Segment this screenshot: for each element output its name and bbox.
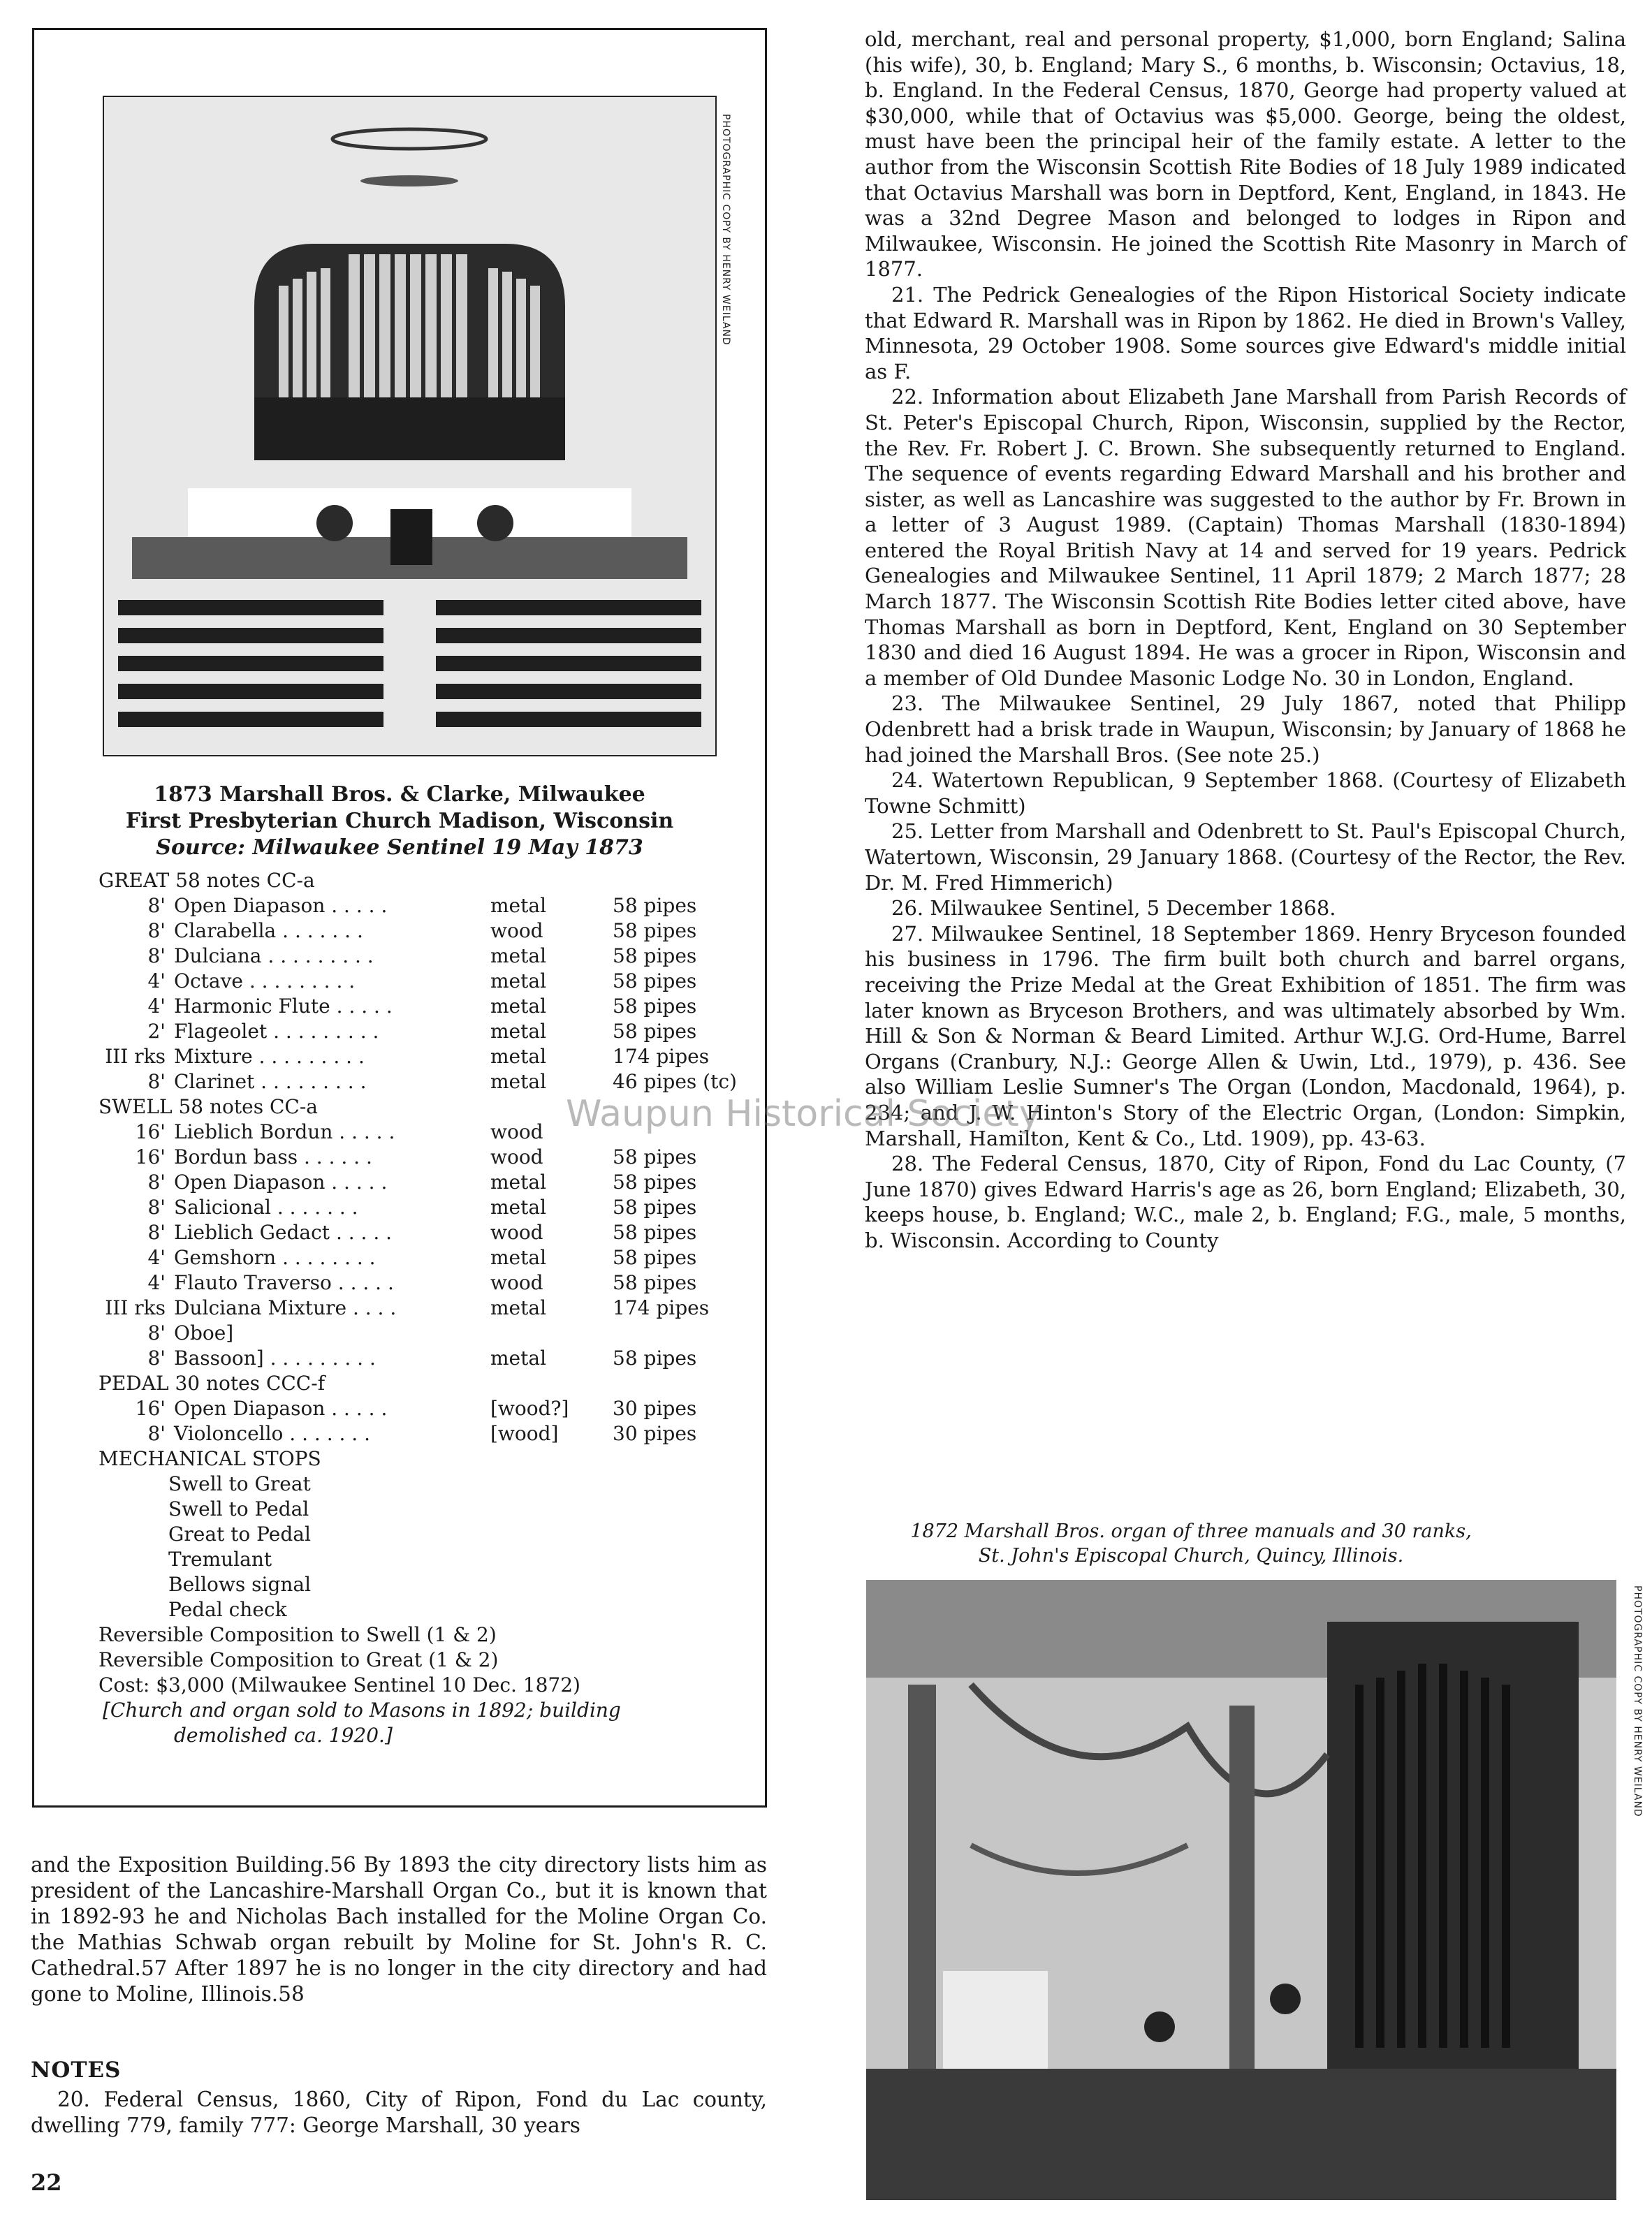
- stop-pitch: 4': [147, 969, 166, 992]
- stop-pitch: 8': [147, 919, 166, 942]
- stop-row: [34, 1170, 765, 1195]
- stop-row: [34, 1044, 765, 1069]
- photo-credit-left: PHOTOGRAPHIC COPY BY HENRY WEILAND: [720, 114, 731, 346]
- stop-pipes: 58 pipes: [613, 995, 697, 1018]
- sidebar-caption-line2: First Presbyterian Church Madison, Wisconsin: [125, 809, 674, 833]
- stop-pitch: 2': [147, 1020, 166, 1043]
- stop-name: Dulciana . . . . . . . . .: [174, 944, 374, 967]
- great-division-heading: GREAT 58 notes CC-a: [98, 869, 315, 892]
- stop-row: [34, 1346, 765, 1371]
- stop-name: Flageolet . . . . . . . . .: [174, 1020, 379, 1043]
- stop-material: metal: [490, 995, 547, 1018]
- stop-pitch: 8': [147, 1422, 166, 1445]
- note-26: 26. Milwaukee Sentinel, 5 December 1868.: [891, 896, 1336, 921]
- reversible-great: Reversible Composition to Great (1 & 2): [98, 1648, 499, 1671]
- stop-row: [34, 1245, 765, 1270]
- reversible-swell: Reversible Composition to Swell (1 & 2): [98, 1623, 497, 1646]
- stop-name: Clarinet . . . . . . . . .: [174, 1070, 367, 1093]
- stop-name: Flauto Traverso . . . . .: [174, 1271, 394, 1294]
- note-21: 21. The Pedrick Genealogies of the Ripon Historical Society indicate that Edward R. Marshall was in Ripon by 1862. He died in Brown's Valley, Minnesota, 29 October 1908. Some sources give Edward's middle initial as F.: [865, 282, 1626, 383]
- stop-material: metal: [490, 894, 547, 917]
- stop-pipes: 30 pipes: [613, 1397, 697, 1420]
- right-photo-caption-line2: St. John's Episcopal Church, Quincy, Illinois.: [978, 1545, 1404, 1567]
- stop-pitch: 4': [147, 1246, 166, 1269]
- body-paragraph-left: [31, 1852, 767, 2007]
- stop-material: wood: [490, 1271, 543, 1294]
- stop-pipes: 58 pipes: [613, 1221, 697, 1244]
- mechanical-stop: Tremulant: [168, 1548, 272, 1571]
- note-20-continued: old, merchant, real and personal property, $1,000, born England; Salina (his wife), 30, b. England; Mary S., 6 months, b. Wisconsin; Octavius, 18, b. England. In the Federal Census, 1870, George had property valued at $30,000, while that of Octavius was $5,000. George, being the oldest, must have been the principal heir of the family estate. A letter to the author from the Wisconsin Scottish Rite Bodies of 18 July 1989 indicated that Octavius Marshall was born in Deptford, Kent, England, in 1843. He was a 32nd Degree Mason and belonged to lodges in Ripon and Milwaukee, Wisconsin. He joined the Scottish Rite Masonry in March of 1877.: [865, 27, 1626, 281]
- stop-pipes: 58 pipes: [613, 1145, 697, 1168]
- stop-row: [34, 1296, 765, 1321]
- stop-material: metal: [490, 1296, 547, 1319]
- stop-name: Oboe]: [174, 1321, 234, 1344]
- stop-pitch: 8': [147, 1196, 166, 1219]
- stop-name: Open Diapason . . . . .: [174, 894, 388, 917]
- stop-name: Lieblich Bordun . . . . .: [174, 1120, 395, 1143]
- stop-material: metal: [490, 944, 547, 967]
- mechanical-stops-heading: MECHANICAL STOPS: [98, 1447, 321, 1470]
- stop-name: Harmonic Flute . . . . .: [174, 995, 393, 1018]
- sidebar-caption-line3: Source: Milwaukee Sentinel 19 May 1873: [156, 835, 643, 860]
- stop-pipes: 58 pipes: [613, 919, 697, 942]
- stop-name: Clarabella . . . . . . .: [174, 919, 363, 942]
- stop-material: wood: [490, 919, 543, 942]
- pedal-division-heading: PEDAL 30 notes CCC-f: [98, 1372, 326, 1395]
- stop-pipes: 58 pipes: [613, 1020, 697, 1043]
- page-number: 22: [31, 2169, 62, 2196]
- stop-row: [34, 1069, 765, 1094]
- notes-heading: NOTES: [31, 2058, 122, 2083]
- stop-pitch: 8': [147, 1070, 166, 1093]
- organ-note-line2: demolished ca. 1920.]: [174, 1724, 393, 1747]
- swell-division-heading: SWELL 58 notes CC-a: [98, 1095, 319, 1118]
- stop-row: [34, 1145, 765, 1170]
- photo-credit-right: PHOTOGRAPHIC COPY BY HENRY WEILAND: [1632, 1585, 1643, 1817]
- stop-pipes: 46 pipes (tc): [613, 1070, 737, 1093]
- stop-name: Open Diapason . . . . .: [174, 1397, 388, 1420]
- stop-pitch: III rks: [105, 1045, 166, 1068]
- note-22: 22. Information about Elizabeth Jane Marshall from Parish Records of St. Peter's Episcopal Church, Ripon, Wisconsin, supplied by the Rector, the Rev. Fr. Robert J. C. Brown. She subsequently returned to England. The sequence of events regarding Edward Marshall and his brother and sister, as well as Lancashire was suggested to the author by Fr. Brown in a letter of 3 August 1989. (Captain) Thomas Marshall (1830-1894) entered the Royal British Navy at 14 and served for 19 years. Pedrick Genealogies and Milwaukee Sentinel, 11 April 1879; 2 March 1877; 28 March 1877. The Wisconsin Scottish Rite Bodies letter cited above, have Thomas Marshall as born in Deptford, Kent, England on 30 September 1830 and died 16 August 1894. He was a grocer in Ripon, Wisconsin and a member of Old Dundee Masonic Lodge No. 30 in London, England.: [865, 385, 1626, 690]
- stop-row: [34, 944, 765, 969]
- stop-material: metal: [490, 1171, 547, 1194]
- stop-pipes: 58 pipes: [613, 969, 697, 992]
- stop-name: Octave . . . . . . . . .: [174, 969, 356, 992]
- stop-name: Gemshorn . . . . . . . .: [174, 1246, 376, 1269]
- stop-row: [34, 1396, 765, 1421]
- mechanical-stop: Swell to Great: [168, 1472, 311, 1495]
- stop-material: [wood]: [490, 1422, 559, 1445]
- stop-pipes: 58 pipes: [613, 1347, 697, 1370]
- note-28: 28. The Federal Census, 1870, City of Ripon, Fond du Lac County, (7 June 1870) gives Edward Harris's age as 26, born England; Elizabeth, 30, keeps house, b. England; W.C., male 2, b. England; F.G., male, 5 months, b. Wisconsin. According to County: [865, 1152, 1626, 1252]
- mechanical-stop: Great to Pedal: [168, 1523, 311, 1546]
- stop-pitch: 8': [147, 944, 166, 967]
- stop-row: [34, 918, 765, 944]
- stop-material: wood: [490, 1120, 543, 1143]
- note-23: 23. The Milwaukee Sentinel, 29 July 1867, noted that Philipp Odenbrett had a brisk trade in Waupun, Wisconsin; by January of 1868 he had joined the Marshall Bros. (See note 25.): [865, 691, 1626, 767]
- stop-material: metal: [490, 1070, 547, 1093]
- stop-pitch: 16': [135, 1145, 166, 1168]
- stop-pitch: 8': [147, 894, 166, 917]
- mechanical-stop: Swell to Pedal: [168, 1497, 309, 1520]
- stop-name: Lieblich Gedact . . . . .: [174, 1221, 393, 1244]
- stop-pitch: 8': [147, 1321, 166, 1344]
- stop-pitch: 8': [147, 1171, 166, 1194]
- stop-pitch: 4': [147, 1271, 166, 1294]
- mechanical-stop: Bellows signal: [168, 1573, 312, 1596]
- notes-right-column: [865, 27, 1626, 1254]
- organ-note-line1: [Church and organ sold to Masons in 1892; building: [103, 1699, 621, 1722]
- stop-name: Violoncello . . . . . . .: [174, 1422, 371, 1445]
- stop-row: [34, 1019, 765, 1044]
- body-paragraph-text: and the Exposition Building.56 By 1893 the city directory lists him as president of the Lancashire-Marshall Organ Co., but it is known that in 1892-93 he and Nicholas Bach installed for the Moline Organ Co. the Mathias Schwab organ rebuilt by Moline for St. John's R. C. Cathedral.57 After 1897 he is no longer in the city directory and had gone to Moline, Illinois.58: [31, 1853, 767, 2006]
- stop-pipes: 58 pipes: [613, 1196, 697, 1219]
- note-25: 25. Letter from Marshall and Odenbrett to St. Paul's Episcopal Church, Watertown, Wisconsin, 29 January 1868. (Courtesy of the Rector, the Rev. Dr. M. Fred Himmerich): [865, 819, 1626, 895]
- stop-row: [34, 1270, 765, 1296]
- stop-pipes: 58 pipes: [613, 894, 697, 917]
- stop-row: [34, 994, 765, 1019]
- stop-name: Bassoon] . . . . . . . . .: [174, 1347, 376, 1370]
- stop-row: [34, 893, 765, 918]
- stop-name: Bordun bass . . . . . .: [174, 1145, 372, 1168]
- stop-material: metal: [490, 1020, 547, 1043]
- right-photo-caption-line1: 1872 Marshall Bros. organ of three manuals and 30 ranks,: [910, 1520, 1472, 1542]
- stop-name: Salicional . . . . . . .: [174, 1196, 358, 1219]
- stop-row: [34, 1195, 765, 1220]
- stop-material: wood: [490, 1221, 543, 1244]
- stop-material: metal: [490, 1347, 547, 1370]
- stop-pitch: III rks: [105, 1296, 166, 1319]
- stop-material: metal: [490, 969, 547, 992]
- stop-material: [wood?]: [490, 1397, 569, 1420]
- organ-photo-madison: [103, 96, 717, 756]
- mechanical-stop: Pedal check: [168, 1598, 287, 1621]
- stop-pipes: 58 pipes: [613, 1246, 697, 1269]
- stoplist-box: [32, 28, 767, 1808]
- organ-photo-quincy: [866, 1580, 1616, 2200]
- stop-material: metal: [490, 1246, 547, 1269]
- stop-material: wood: [490, 1145, 543, 1168]
- stop-row: [34, 969, 765, 994]
- stop-pipes: 58 pipes: [613, 1171, 697, 1194]
- stop-material: metal: [490, 1045, 547, 1068]
- stop-pitch: 4': [147, 995, 166, 1018]
- stop-pipes: 58 pipes: [613, 1271, 697, 1294]
- stop-name: Mixture . . . . . . . . .: [174, 1045, 365, 1068]
- stop-pitch: 16': [135, 1120, 166, 1143]
- right-photo-caption: [870, 1519, 1512, 1568]
- stop-row: [34, 1421, 765, 1446]
- stop-name: Dulciana Mixture . . . .: [174, 1296, 397, 1319]
- watermark: Waupun Historical Society: [566, 1093, 1041, 1135]
- stop-pitch: 8': [147, 1347, 166, 1370]
- stop-pitch: 8': [147, 1221, 166, 1244]
- note-20: [31, 2087, 767, 2139]
- note-24: 24. Watertown Republican, 9 September 1868. (Courtesy of Elizabeth Towne Schmitt): [865, 768, 1626, 818]
- stop-pipes: 30 pipes: [613, 1422, 697, 1445]
- stop-pipes: 174 pipes: [613, 1296, 710, 1319]
- church-interior-illustration: [866, 1580, 1616, 2200]
- stop-material: metal: [490, 1196, 547, 1219]
- stop-row: [34, 1220, 765, 1245]
- stop-row: [34, 1321, 765, 1346]
- sidebar-caption-line1: 1873 Marshall Bros. & Clarke, Milwaukee: [154, 782, 645, 807]
- stop-pipes: 58 pipes: [613, 944, 697, 967]
- stop-pipes: 174 pipes: [613, 1045, 710, 1068]
- organ-cost: Cost: $3,000 (Milwaukee Sentinel 10 Dec. 1872): [98, 1673, 580, 1696]
- note-20-text: 20. Federal Census, 1860, City of Ripon, Fond du Lac county, dwelling 779, family 777: George Marshall, 30 years: [31, 2088, 767, 2137]
- stop-pitch: 16': [135, 1397, 166, 1420]
- stop-name: Open Diapason . . . . .: [174, 1171, 388, 1194]
- organ-illustration: [104, 97, 715, 755]
- note-27: 27. Milwaukee Sentinel, 18 September 1869. Henry Bryceson founded his business in 1796. The firm built both church and barrel organs, receiving the Prize Medal at the Great Exhibition of 1851. The firm was later known as Bryceson Brothers, and was ultimately absorbed by Wm. Hill & Son & Norman & Beard Limited. Arthur W.J.G. Ord-Hume, Barrel Organs (Cranbury, N.J.: George Allen & Uwin, Ltd., 1979), p. 436. See also William Leslie Sumner's The Organ (London, Macdonald, 1964), p. 234; and J. W. Hinton's Story of the Electric Organ, (London: Simpkin, Marshall, Hamilton, Kent & Co., Ltd. 1909), pp. 43-63.: [865, 921, 1626, 1150]
